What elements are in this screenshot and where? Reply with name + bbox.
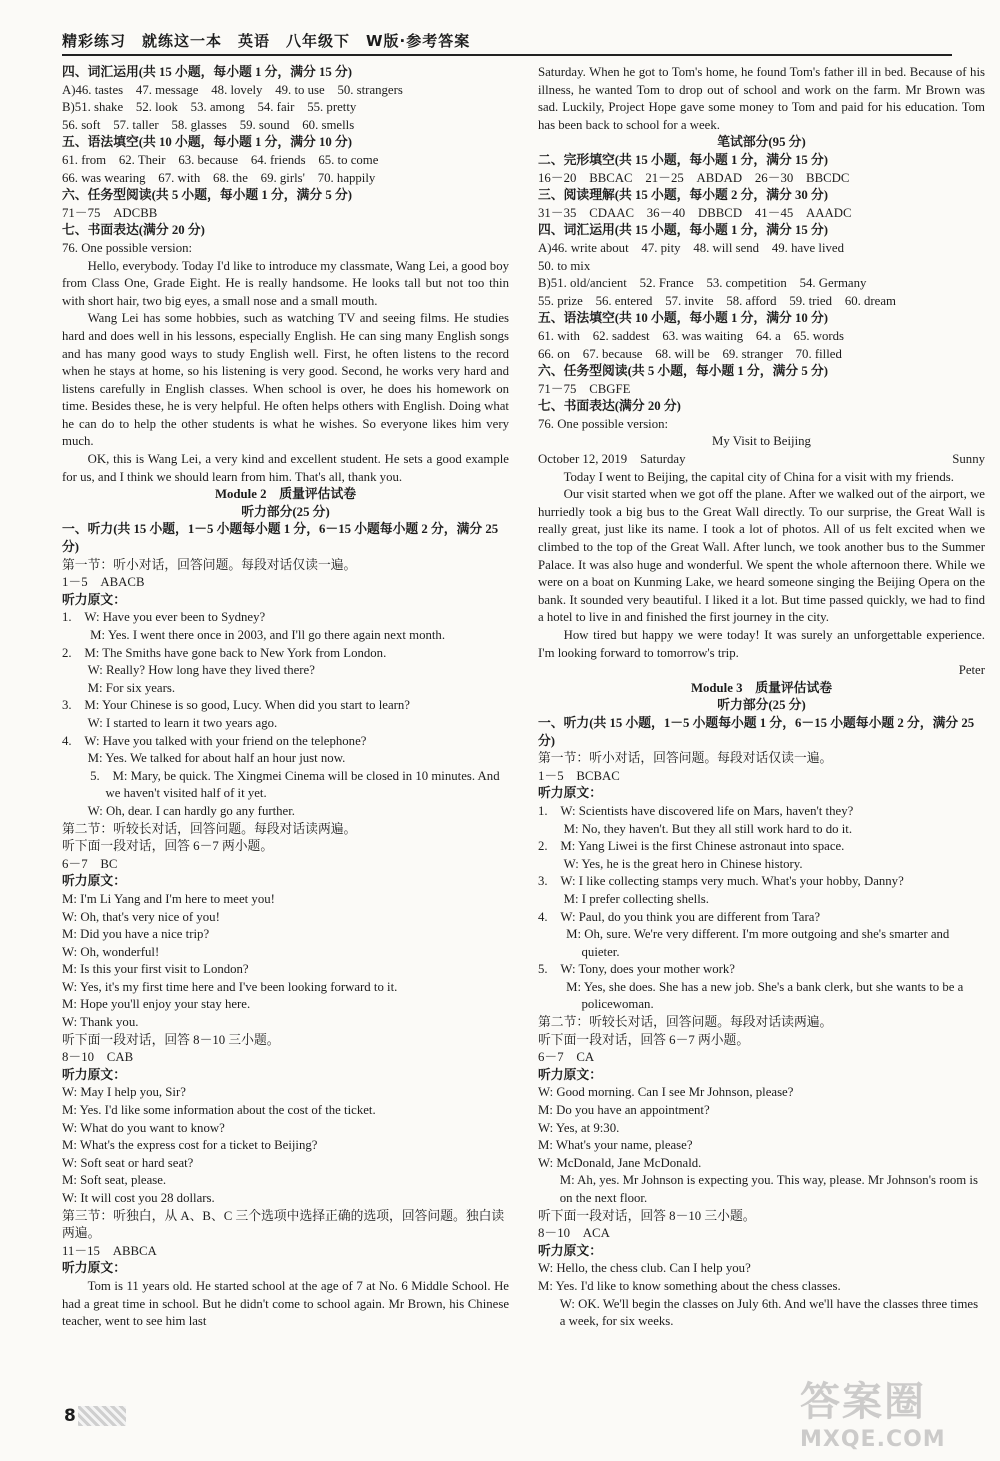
- watermark-line1: 答案圈: [800, 1379, 926, 1425]
- right-line-17: 76. One possible version:: [538, 416, 669, 431]
- left-line-23: W: Really? How long have they lived there?: [62, 663, 315, 678]
- right-line-27: 第一节：听小对话，回答问题。每段对话仅读一遍。: [538, 751, 833, 766]
- left-line-25: 3. M: Your Chinese is so good, Lucy. When did you start to learn?: [62, 698, 410, 713]
- right-line-25: 听力部分(25 分): [717, 698, 806, 713]
- left-line-56: Tom is 11 years old. He started school at the age of 7 at No. 6 Middle School. He had a great time in school. But he didn't come to school again. Mr Brown, his Chinese teacher, went to see him last: [62, 1278, 509, 1329]
- page-header: 精彩练习 就练这一本 英语 八年级下 W版·参考答案: [62, 32, 471, 50]
- right-line-36: 4. W: Paul, do you think you are different from Tara?: [538, 909, 821, 924]
- right-line-43: 听力原文：: [538, 1067, 602, 1082]
- right-line-12: 61. with 62. saddest 63. was waiting 64. a 65. words: [538, 328, 845, 343]
- right-line-51: 8－10 ACA: [538, 1226, 610, 1241]
- left-line-41: M: Hope you'll enjoy your stay here.: [62, 997, 251, 1012]
- left-line-4: 五、语法填空(共 10 小题，每小题 1 分，满分 10 分): [62, 135, 353, 150]
- left-line-31: 第二节：听较长对话，回答问题。每段对话读两遍。: [62, 821, 357, 836]
- left-line-45: 听力原文：: [62, 1067, 126, 1082]
- left-line-28: M: Yes. We talked for about half an hour just now.: [62, 751, 346, 766]
- right-line-24: Module 3 质量评估试卷: [690, 680, 833, 695]
- right-line-53: W: Hello, the chess club. Can I help you?: [538, 1261, 751, 1276]
- left-line-27: 4. W: Have you talked with your friend on the telephone?: [62, 733, 367, 748]
- right-line-50: 听下面一段对话，回答 8－10 三小题。: [538, 1208, 756, 1223]
- left-line-36: W: Oh, that's very nice of you!: [62, 909, 220, 924]
- left-line-54: 11－15 ABBCA: [62, 1243, 157, 1258]
- right-line-5: 31－35 CDAAC 36－40 DBBCD 41－45 AAADC: [538, 205, 852, 220]
- left-line-47: M: Yes. I'd like some information about the cost of the ticket.: [62, 1103, 376, 1118]
- left-line-42: W: Thank you.: [62, 1015, 139, 1030]
- right-line-52: 听力原文：: [538, 1243, 602, 1258]
- watermark-line2: MXQE.COM: [800, 1427, 946, 1452]
- header-rule: [62, 54, 952, 56]
- left-line-7: 六、任务型阅读(共 5 小题，每小题 1 分，满分 5 分): [62, 188, 353, 203]
- left-line-16: 一、听力(共 15 小题，1－5 小题每小题 1 分，6－15 小题每小题 2 分，满分 25 分): [62, 522, 499, 555]
- left-line-22: 2. M: The Smiths have gone back to New York from London.: [62, 645, 387, 660]
- right-line-16: 七、书面表达(满分 20 分): [538, 399, 681, 414]
- left-line-55: 听力原文：: [62, 1261, 126, 1276]
- left-line-30: W: Oh, dear. I can hardly go any further.: [62, 803, 295, 818]
- left-line-34: 听力原文：: [62, 874, 126, 889]
- letter-date: October 12, 2019 Saturday: [538, 452, 686, 467]
- left-column: [62, 64, 509, 1331]
- right-line-33: W: Yes, he is the great hero in Chinese history.: [538, 856, 803, 871]
- right-line-3: 16－20 BBCAC 21－25 ABDAD 26－30 BBCDC: [538, 170, 850, 185]
- left-line-37: M: Did you have a nice trip?: [62, 927, 210, 942]
- left-line-12: Wang Lei has some hobbies, such as watching TV and seeing films. He studies hard and does well in his lessons, especially English. He can sing many English songs and has many good ways to study English well. First, he often listens to the record when he stays at home, so his listening is very good. Second, he works very hard and listens carefully in English classes. When school is over, he does his homework on time. Besides these, he is very helpful. He often helps others with English. Doing what he can do to help the other students is what he wishes. So everyone likes him very much.: [62, 311, 509, 449]
- left-line-43: 听下面一段对话，回答 8－10 三小题。: [62, 1032, 280, 1047]
- left-line-33: 6－7 BC: [62, 856, 118, 871]
- left-line-14: Module 2 质量评估试卷: [214, 487, 357, 502]
- letter-weather: Sunny: [952, 452, 985, 467]
- left-line-11: Hello, everybody. Today I'd like to introduce my classmate, Wang Lei, a good boy from Class One, Grade Eight. He is really handsome. He looks tall but not too thin with short hair, two big eyes, a small nose and a small mouth.: [62, 258, 509, 308]
- left-line-40: W: Yes, it's my first time here and I've been looking forward to it.: [62, 979, 398, 994]
- left-line-10: 76. One possible version:: [62, 240, 193, 255]
- left-line-49: M: What's the express cost for a ticket to Beijing?: [62, 1138, 318, 1153]
- left-line-35: M: I'm Li Yang and I'm here to meet you!: [62, 891, 275, 906]
- left-line-1: A)46. tastes 47. message 48. lovely 49. to use 50. strangers: [62, 82, 403, 97]
- left-line-15: 听力部分(25 分): [241, 504, 330, 519]
- right-line-34: 3. W: I like collecting stamps very much. What's your hobby, Danny?: [538, 874, 904, 889]
- left-line-13: OK, this is Wang Lei, a very kind and excellent student. He sets a good example for us, and I think we should learn from him. That's all, thank you.: [62, 452, 509, 484]
- right-line-44: W: Good morning. Can I see Mr Johnson, please?: [538, 1085, 794, 1100]
- right-line-48: W: McDonald, Jane McDonald.: [538, 1155, 702, 1170]
- right-line-15: 71－75 CBGFE: [538, 381, 631, 396]
- right-line-1: 笔试部分(95 分): [717, 135, 806, 150]
- right-line-19: [538, 451, 985, 469]
- left-line-39: M: Is this your first visit to London?: [62, 962, 249, 977]
- left-line-29: 5. M: Mary, be quick. The Xingmei Cinema will be closed in 10 minutes. And we haven't visited half of it yet.: [90, 768, 500, 801]
- right-line-22: How tired but happy we were today! It was surely an unforgettable experience. I'm looking forward to tomorrow's trip.: [538, 628, 985, 660]
- left-line-53: 第三节：听独白，从 A、B、C 三个选项中选择正确的选项，回答问题。独白读两遍。: [62, 1208, 505, 1241]
- left-line-9: 七、书面表达(满分 20 分): [62, 223, 205, 238]
- left-line-46: W: May I help you, Sir?: [62, 1085, 186, 1100]
- right-line-35: M: I prefer collecting shells.: [538, 891, 709, 906]
- right-line-23: Peter: [958, 663, 985, 678]
- right-column: [538, 64, 985, 1331]
- right-line-7: A)46. write about 47. pity 48. will send 49. have lived: [538, 240, 845, 255]
- left-line-38: W: Oh, wonderful!: [62, 944, 160, 959]
- left-line-32: 听下面一段对话，回答 6－7 两小题。: [62, 839, 274, 854]
- left-line-51: M: Soft seat, please.: [62, 1173, 167, 1188]
- right-line-6: 四、词汇运用(共 15 小题，每小题 1 分，满分 15 分): [538, 223, 829, 238]
- right-line-10: 55. prize 56. entered 57. invite 58. afford 59. tried 60. dream: [538, 293, 896, 308]
- left-line-3: 56. soft 57. taller 58. glasses 59. sound 60. smells: [62, 117, 355, 132]
- right-line-29: 听力原文：: [538, 786, 602, 801]
- right-line-28: 1－5 BCBAC: [538, 768, 620, 783]
- right-line-32: 2. M: Yang Liwei is the first Chinese astronaut into space.: [538, 839, 845, 854]
- right-line-39: M: Yes, she does. She has a new job. She's a bank clerk, but she wants to be a policewoman.: [566, 979, 964, 1012]
- right-line-14: 六、任务型阅读(共 5 小题，每小题 1 分，满分 5 分): [538, 364, 829, 379]
- right-line-46: W: Yes, at 9:30.: [538, 1120, 620, 1135]
- left-line-52: W: It will cost you 28 dollars.: [62, 1191, 215, 1205]
- watermark-logo: [800, 1370, 990, 1450]
- right-line-21: Our visit started when we got off the plane. After we walked out of the airport, we hurriedly took a big bus to the Great Wall directly. To our surprise, the Great Wall is really great, just like its name. I took a lot of photos. All of us felt excited when we climbed to the top of the Great Wall. After lunch, we took another bus to the Summer Palace. It was also huge and wonderful. We spent the whole afternoon there. While we were on a boat on Kunming Lake, we heard someone singing the Beijing Opera on the bank. It sounded very beautiful. I liked it a lot. But time passed quickly, we had to find a hotel to live in and finished the first journey in the city.: [538, 487, 985, 625]
- right-line-45: M: Do you have an appointment?: [538, 1103, 710, 1118]
- right-line-55: W: OK. We'll begin the classes on July 6th. And we'll have the classes three times a week, for six weeks.: [559, 1296, 979, 1329]
- left-line-26: W: I started to learn it two years ago.: [62, 715, 278, 730]
- left-line-48: W: What do you want to know?: [62, 1120, 225, 1135]
- left-line-20: 1. W: Have you ever been to Sydney?: [62, 610, 266, 625]
- right-line-54: M: Yes. I'd like to know something about the chess classes.: [538, 1278, 841, 1293]
- right-line-26: 一、听力(共 15 小题，1－5 小题每小题 1 分，6－15 小题每小题 2 分，满分 25 分): [538, 715, 975, 748]
- left-line-17: 第一节：听小对话，回答问题。每段对话仅读一遍。: [62, 557, 357, 572]
- left-line-8: 71－75 ADCBB: [62, 205, 158, 220]
- right-line-38: 5. W: Tony, does your mother work?: [538, 962, 735, 977]
- right-line-37: M: Oh, sure. We're very different. I'm more outgoing and she's smarter and quieter.: [566, 927, 950, 959]
- right-line-47: M: What's your name, please?: [538, 1138, 693, 1153]
- right-line-18: My Visit to Beijing: [712, 434, 811, 449]
- right-line-49: M: Ah, yes. Mr Johnson is expecting you. This way, please. Mr Johnson's room is on the next floor.: [559, 1173, 978, 1205]
- right-line-31: M: No, they haven't. But they all still work hard to do it.: [538, 821, 853, 836]
- left-line-21: M: Yes. I went there once in 2003, and I'll go there again next month.: [90, 628, 446, 642]
- right-line-13: 66. on 67. because 68. will be 69. stranger 70. filled: [538, 346, 842, 361]
- right-line-40: 第二节：听较长对话，回答问题。每段对话读两遍。: [538, 1015, 833, 1030]
- left-line-44: 8－10 CAB: [62, 1050, 134, 1065]
- left-line-5: 61. from 62. Their 63. because 64. friends 65. to come: [62, 152, 379, 167]
- page-number-box: [62, 1406, 126, 1426]
- right-line-41: 听下面一段对话，回答 6－7 两小题。: [538, 1032, 750, 1047]
- left-line-18: 1－5 ABACB: [62, 575, 145, 590]
- left-line-2: B)51. shake 52. look 53. among 54. fair 55. pretty: [62, 100, 357, 115]
- left-line-0: 四、词汇运用(共 15 小题，每小题 1 分，满分 15 分): [62, 65, 353, 79]
- right-line-0: Saturday. When he got to Tom's home, he found Tom's father ill in bed. Because of his illness, he wanted Tom to drop out of school and work on the farm. Mr Brown was sad. Luckily, Project Hope gave some money to Tom and paid for his education. Tom has been back to school for a week.: [538, 65, 985, 132]
- right-line-8: 50. to mix: [538, 258, 591, 273]
- right-line-11: 五、语法填空(共 10 小题，每小题 1 分，满分 10 分): [538, 311, 829, 326]
- right-line-30: 1. W: Scientists have discovered life on Mars, haven't they?: [538, 803, 854, 818]
- right-line-20: Today I went to Beijing, the capital city of China for a visit with my friends.: [563, 469, 954, 484]
- left-line-19: 听力原文：: [62, 592, 126, 607]
- right-line-42: 6－7 CA: [538, 1050, 595, 1065]
- right-line-2: 二、完形填空(共 15 小题，每小题 1 分，满分 15 分): [538, 152, 829, 167]
- right-line-4: 三、阅读理解(共 15 小题，每小题 2 分，满分 30 分): [538, 188, 829, 203]
- left-line-6: 66. was wearing 67. with 68. the 69. girls' 70. happily: [62, 170, 376, 185]
- right-line-9: B)51. old/ancient 52. France 53. competition 54. Germany: [538, 276, 867, 291]
- page-number: 8: [64, 1406, 76, 1426]
- left-line-50: W: Soft seat or hard seat?: [62, 1155, 194, 1170]
- left-line-24: M: For six years.: [62, 680, 176, 695]
